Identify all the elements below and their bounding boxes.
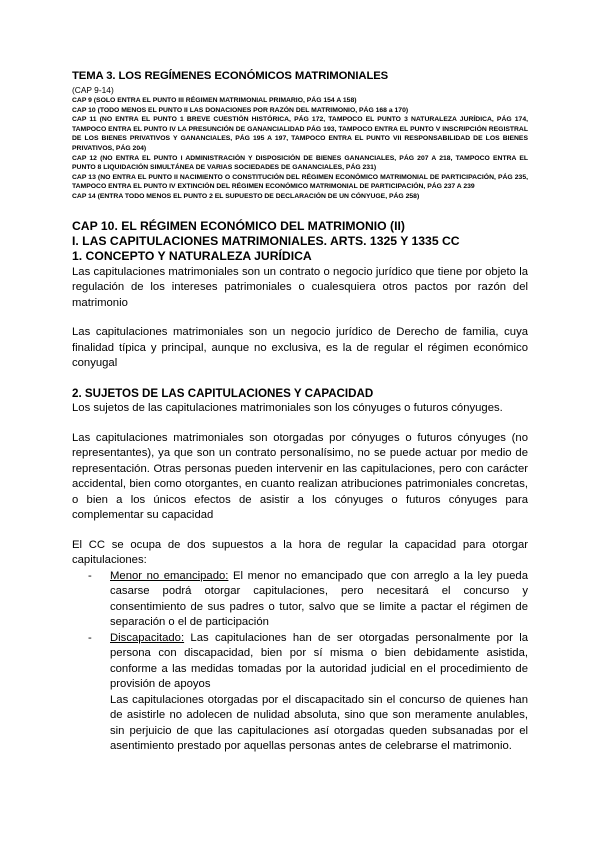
- list-item-label: Discapacitado:: [110, 631, 185, 644]
- paragraph: Las capitulaciones matrimoniales son otorgadas por cónyuges o futuros cónyuges (no representantes), ya que son un contrato personalísimo, no se puede actuar por medio de representación. Otras personas pueden intervenir en las capitulaciones, pero con carácter accidental, bien como otorgantes, en cuanto realizan atribuciones patrimoniales concretas, o bien a los únicos efectos de asistir a los cónyuges o futuros cónyuges para complementar su capacidad: [72, 431, 528, 522]
- chapter-heading: CAP 10. EL RÉGIMEN ECONÓMICO DEL MATRIMONIO (II): [72, 218, 405, 233]
- document-title: TEMA 3. LOS REGÍMENES ECONÓMICOS MATRIMONIALES: [72, 70, 389, 82]
- chapter-note: CAP 13 (NO ENTRA EL PUNTO II NACIMIENTO O CONSTITUCIÓN DEL RÉGIMEN ECONÓMICO MATRIMONIAL DE PARTICIPACIÓN, PÁG 235, TAMPOCO ENTRA EL PUNTO IV EXTINCIÓN DEL RÉGIMEN ECONÓMICO MATRIMONIAL DE PARTICIPACIÓN, PÁG 237 A 239: [72, 173, 528, 191]
- chapter-note: CAP 10 (TODO MENOS EL PUNTO II LAS DONACIONES POR RAZÓN DEL MATRIMONIO, PÁG 168 a 170): [72, 106, 409, 114]
- list-dash: -: [88, 569, 92, 582]
- chapter-note: CAP 12 (NO ENTRA EL PUNTO I ADMINISTRACIÓN Y DISPOSICIÓN DE BIENES GANANCIALES, PÁG 207 A 218, TAMPOCO ENTRA EL PUNTO 8 LIQUIDACIÓN SIMULTÁNEA DE VARIAS SOCIEDADES DE GANANCIALES, PÁG 231): [72, 154, 528, 172]
- chapter-range: (CAP 9-14): [72, 85, 114, 95]
- paragraph: Los sujetos de las capitulaciones matrimoniales son los cónyuges o futuros cónyuges.: [72, 402, 503, 415]
- list-item: [72, 631, 528, 693]
- list-followup-paragraph: Las capitulaciones otorgadas por el discapacitado sin el concurso de quienes han de asistirle no adolecen de nulidad absoluta, sino que son meramente anulables, sin perjuicio de que las capitulaciones así otorgadas queden subsanadas por el asentimiento prestado por aquellas personas antes de celebrarse el matrimonio.: [110, 693, 528, 753]
- part-heading: I. LAS CAPITULACIONES MATRIMONIALES. ARTS. 1325 Y 1335 CC: [72, 233, 460, 248]
- paragraph: El CC se ocupa de dos supuestos a la hora de regular la capacidad para otorgar capitulaciones:: [72, 538, 528, 567]
- section-heading-2: 2. SUJETOS DE LAS CAPITULACIONES Y CAPACIDAD: [72, 386, 374, 400]
- list-item: [72, 569, 528, 631]
- chapter-note: CAP 9 (SOLO ENTRA EL PUNTO III RÉGIMEN MATRIMONIAL PRIMARIO, PÁG 154 A 158): [72, 97, 357, 104]
- capacity-list: [72, 569, 528, 693]
- document-page: [72, 70, 528, 755]
- chapter-note: CAP 11 (NO ENTRA EL PUNTO 1 BREVE CUESTIÓN HISTÓRICA, PÁG 172, TAMPOCO EL PUNTO 3 NATURALEZA JURÍDICA, PÁG 174, TAMPOCO ENTRA EL PUNTO IV LA PRESUNCIÓN DE GANANCIALIDAD PÁG 193, TAMPOCO ENTRA EL PUNTO V INSCRIPCIÓN REGISTRAL DE LOS BIENES PRIVATIVOS Y GANANCIALES, PÁG 195 A 197, TAMPOCO ENTRA EL PUNTO VII RESPONSABILIDAD DE LOS BIENES PRIVATIVOS, PÁG 204): [72, 116, 528, 152]
- section-heading-1: 1. CONCEPTO Y NATURALEZA JURÍDICA: [72, 249, 312, 264]
- paragraph: Las capitulaciones matrimoniales son un negocio jurídico de Derecho de familia, cuya finalidad típica y principal, aunque no exclusiva, es la de regular el régimen económico conyugal: [72, 326, 528, 370]
- chapter-note: CAP 14 (ENTRA TODO MENOS EL PUNTO 2 EL SUPUESTO DE DECLARACIÓN DE UN CÓNYUGE, PÁG 258): [72, 192, 420, 200]
- list-item-text: El menor no emancipado que con arreglo a la ley pueda casarse podrá otorgar capitulaciones, pero necesitará el concurso y consentimiento de sus padres o tutor, salvo que se limite a pactar el régimen de separación o el de participación: [110, 569, 528, 629]
- list-dash: -: [88, 631, 92, 644]
- paragraph: Las capitulaciones matrimoniales son un contrato o negocio jurídico que tiene por objeto la regulación de los intereses patrimoniales o cualesquiera otros pactos por razón del matrimonio: [72, 265, 528, 309]
- list-item-text: Las capitulaciones han de ser otorgadas personalmente por la persona con discapacidad, bien por sí misma o bien debidamente asistida, conforme a las medidas tomadas por la autoridad judicial en el procedimiento de provisión de apoyos: [110, 631, 528, 691]
- list-item-label: Menor no emancipado:: [110, 569, 229, 582]
